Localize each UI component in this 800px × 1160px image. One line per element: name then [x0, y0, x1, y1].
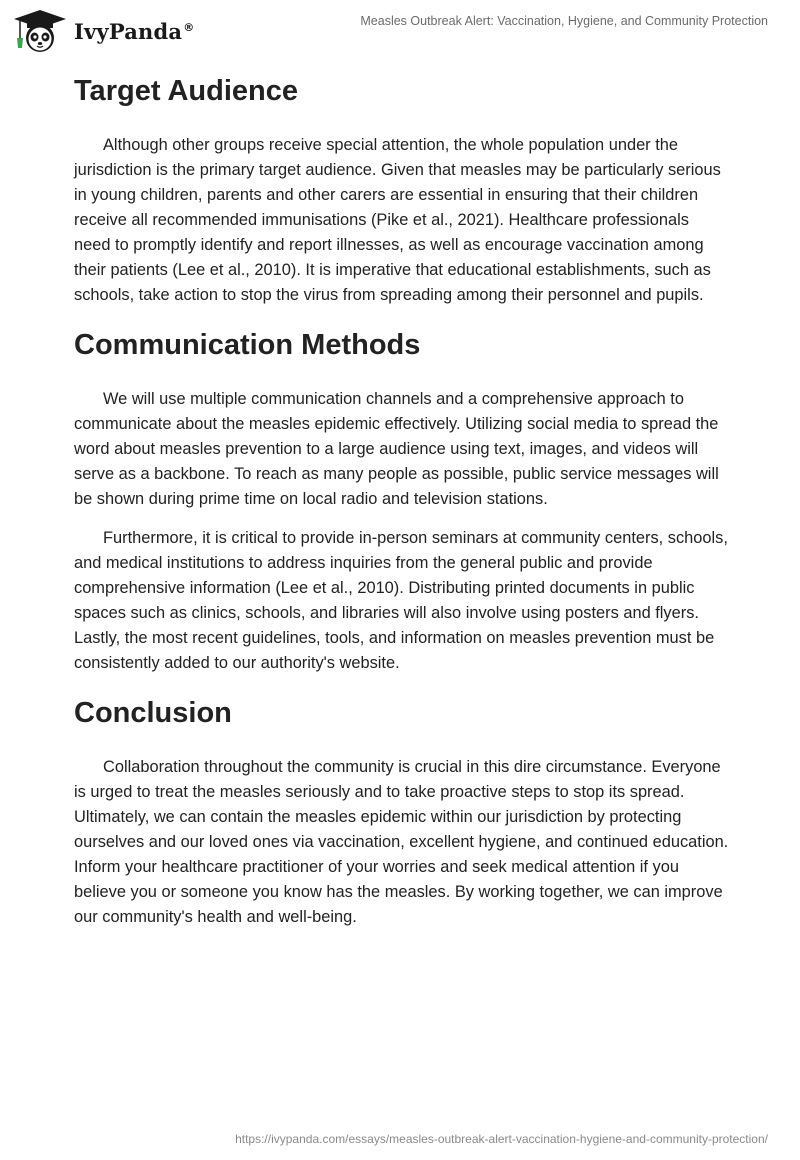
essay-body [74, 68, 729, 944]
section-conclusion [74, 690, 729, 930]
section-communication-methods [74, 322, 729, 676]
running-title: Measles Outbreak Alert: Vaccination, Hygiene, and Community Protection [360, 14, 768, 28]
paragraph: Collaboration throughout the community is crucial in this dire circumstance. Everyone is urged to treat the measles seriously and to take proactive steps to stop its spread. Ultimately, we can contain the measles epidemic within our jurisdiction by protecting ourselves and our loved ones via vaccination, excellent hygiene, and continued education. Inform your healthcare practitioner of your worries and seek medical attention if you believe you or someone you know has the measles. By working together, we can improve our community's health and well-being. [74, 758, 729, 926]
source-url-link[interactable]: https://ivypanda.com/essays/measles-outbreak-alert-vaccination-hygiene-and-community-protection/ [235, 1132, 768, 1146]
paragraph: Although other groups receive special attention, the whole population under the jurisdiction is the primary target audience. Given that measles may be particularly serious in young children, parents and other carers are essential in ensuring that their children receive all recommended immunisations (Pike et al., 2021). Healthcare professionals need to promptly identify and report illnesses, as well as encourage vaccination among their patients (Lee et al., 2010). It is imperative that educational establishments, such as schools, take action to stop the virus from spreading among their personnel and pupils. [74, 136, 721, 304]
page-header [0, 0, 800, 60]
logo-wordmark: IvyPanda® [74, 18, 195, 44]
paragraph: We will use multiple communication channels and a comprehensive approach to communicate about the measles epidemic effectively. Utilizing social media to spread the word about measles prevention to a large audience using text, images, and videos will serve as a backbone. To reach as many people as possible, public service messages will be shown during prime time on local radio and television stations. [74, 390, 719, 508]
section-target-audience [74, 68, 729, 308]
section-heading: Target Audience [74, 75, 298, 107]
section-heading: Conclusion [74, 697, 232, 729]
panda-graduate-icon [12, 8, 68, 54]
paragraph: Furthermore, it is critical to provide in-person seminars at community centers, schools, and medical institutions to address inquiries from the general public and provide comprehensive information (Lee et al., 2010). Distributing printed documents in public spaces such as clinics, schools, and libraries will also involve using posters and flyers. Lastly, the most recent guidelines, tools, and information on measles prevention must be consistently added to our authority's website. [74, 529, 728, 672]
section-heading: Communication Methods [74, 329, 421, 361]
ivypanda-logo[interactable] [12, 6, 194, 56]
